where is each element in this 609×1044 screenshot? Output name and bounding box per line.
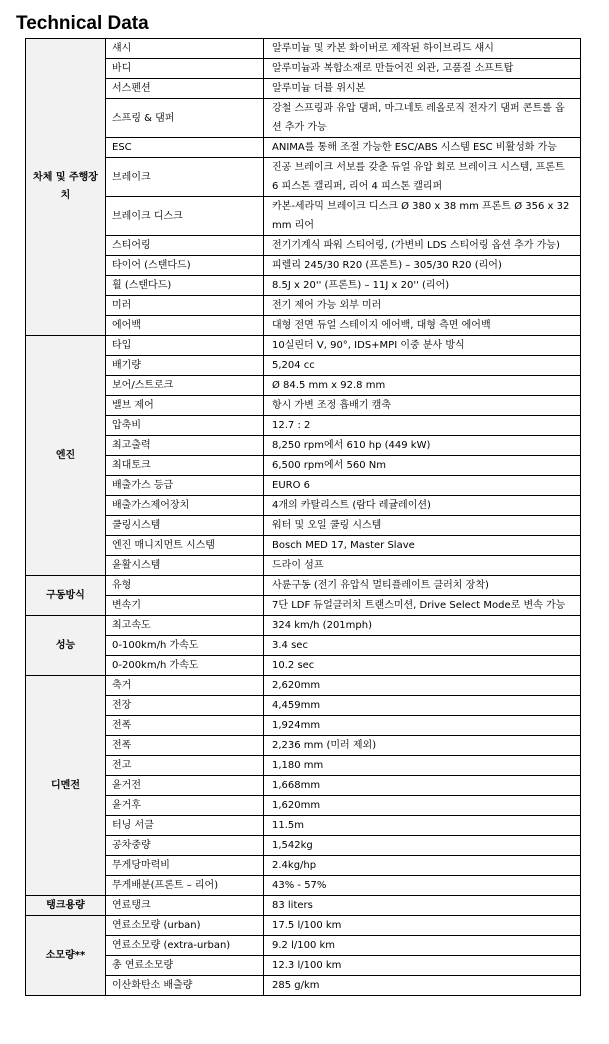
spec-item-value: 워터 및 오일 쿨링 시스템 [264,516,581,536]
spec-item-label: 스프링 & 댐퍼 [106,99,264,138]
table-row [26,696,581,716]
spec-item-label: 0-100km/h 가속도 [106,636,264,656]
spec-item-value: 1,620mm [264,796,581,816]
spec-item-label: 최고출력 [106,436,264,456]
spec-item-value: 2,236 mm (미러 제외) [264,736,581,756]
table-row [26,59,581,79]
spec-item-value: 알루미늄 및 카본 화이버로 제작된 하이브리드 섀시 [264,39,581,59]
spec-item-value: 4개의 카탈리스트 (람다 레귤레이션) [264,496,581,516]
table-row [26,376,581,396]
spec-item-label: 서스펜션 [106,79,264,99]
table-row [26,616,581,636]
spec-item-value: 10.2 sec [264,656,581,676]
spec-item-label: 배출가스 등급 [106,476,264,496]
spec-item-label: 최고속도 [106,616,264,636]
spec-item-label: 타이어 (스탠다드) [106,256,264,276]
spec-item-value: 7단 LDF 듀얼클러치 트랜스미션, Drive Select Mode로 변속 가능 [264,596,581,616]
spec-item-value: 알루미늄과 복합소재로 만들어진 외관, 고품질 소프트탑 [264,59,581,79]
table-row [26,776,581,796]
spec-item-label: 압축비 [106,416,264,436]
table-row [26,99,581,138]
table-row [26,416,581,436]
spec-item-value: 6,500 rpm에서 560 Nm [264,456,581,476]
spec-item-value: 2.4kg/hp [264,856,581,876]
table-row [26,596,581,616]
spec-item-label: 섀시 [106,39,264,59]
section-category: 구동방식 [26,576,106,616]
spec-item-value: 4,459mm [264,696,581,716]
spec-item-label: 미러 [106,296,264,316]
spec-item-label: 윤거전 [106,776,264,796]
table-row [26,796,581,816]
table-row [26,39,581,59]
spec-item-value: 83 liters [264,896,581,916]
spec-item-value: 강철 스프링과 유압 댐퍼, 마그네토 레올로직 전자기 댐퍼 콘트롤 옵션 추가 가능 [264,99,581,138]
spec-item-label: 타입 [106,336,264,356]
table-row [26,676,581,696]
table-row [26,316,581,336]
spec-item-value: 1,924mm [264,716,581,736]
spec-item-value: 알루미늄 더블 위시본 [264,79,581,99]
spec-item-value: 1,668mm [264,776,581,796]
spec-item-label: 전폭 [106,716,264,736]
page-title: Technical Data [16,13,149,34]
spec-item-label: 전고 [106,756,264,776]
spec-item-value: 5,204 cc [264,356,581,376]
table-row [26,456,581,476]
spec-item-label: 쿨링시스템 [106,516,264,536]
spec-item-label: 연료소모량 (extra-urban) [106,936,264,956]
spec-item-label: 윤거후 [106,796,264,816]
table-row [26,476,581,496]
spec-item-value: 43% - 57% [264,876,581,896]
table-row [26,956,581,976]
table-row [26,836,581,856]
spec-item-value: 1,180 mm [264,756,581,776]
section-category: 차체 및 주행장치 [26,39,106,336]
table-row [26,158,581,197]
spec-item-label: ESC [106,138,264,158]
spec-item-value: 324 km/h (201mph) [264,616,581,636]
spec-item-value: 11.5m [264,816,581,836]
spec-item-value: 카본-세라믹 브레이크 디스크 Ø 380 x 38 mm 프론트 Ø 356 x 32 mm 리어 [264,197,581,236]
spec-item-label: 총 연료소모량 [106,956,264,976]
spec-item-value: 사륜구동 (전기 유압식 멀티플레이트 클러치 장착) [264,576,581,596]
table-row [26,936,581,956]
table-row [26,636,581,656]
spec-item-value: 대형 전면 듀얼 스테이지 에어백, 대형 측면 에어백 [264,316,581,336]
spec-item-value: 전기 제어 가능 외부 미러 [264,296,581,316]
spec-item-value: Bosch MED 17, Master Slave [264,536,581,556]
spec-item-value: 12.7 : 2 [264,416,581,436]
spec-item-value: EURO 6 [264,476,581,496]
spec-item-value: 8.5J x 20'' (프론트) – 11J x 20'' (리어) [264,276,581,296]
spec-item-label: 축거 [106,676,264,696]
spec-item-label: 보어/스트로크 [106,376,264,396]
technical-data-body [26,39,581,996]
spec-item-label: 브레이크 [106,158,264,197]
spec-item-label: 무게배분(프론트 – 리어) [106,876,264,896]
section-category: 엔진 [26,336,106,576]
section-category: 디멘전 [26,676,106,896]
table-row [26,296,581,316]
spec-item-label: 이산화탄소 배출량 [106,976,264,996]
spec-item-value: 3.4 sec [264,636,581,656]
table-row [26,556,581,576]
spec-item-label: 연료탱크 [106,896,264,916]
table-row [26,197,581,236]
spec-item-value: 10실린더 V, 90°, IDS+MPI 이중 분사 방식 [264,336,581,356]
table-row [26,276,581,296]
spec-item-value: 8,250 rpm에서 610 hp (449 kW) [264,436,581,456]
spec-item-label: 전폭 [106,736,264,756]
table-row [26,256,581,276]
spec-item-label: 연료소모량 (urban) [106,916,264,936]
spec-item-label: 윤활시스템 [106,556,264,576]
spec-item-value: Ø 84.5 mm x 92.8 mm [264,376,581,396]
table-row [26,576,581,596]
spec-item-label: 브레이크 디스크 [106,197,264,236]
spec-item-value: 2,620mm [264,676,581,696]
spec-item-label: 변속기 [106,596,264,616]
table-row [26,79,581,99]
table-row [26,236,581,256]
table-row [26,916,581,936]
spec-item-value: 12.3 l/100 km [264,956,581,976]
spec-item-value: 드라이 섬프 [264,556,581,576]
spec-item-label: 에어백 [106,316,264,336]
spec-item-label: 배출가스제어장치 [106,496,264,516]
spec-item-label: 배기량 [106,356,264,376]
spec-item-label: 유형 [106,576,264,596]
table-row [26,896,581,916]
table-row [26,856,581,876]
spec-item-label: 0-200km/h 가속도 [106,656,264,676]
table-row [26,138,581,158]
table-row [26,436,581,456]
technical-data-table [25,38,581,996]
spec-item-label: 엔진 매니지먼트 시스템 [106,536,264,556]
spec-item-value: 항시 가변 조정 흡배기 캠축 [264,396,581,416]
spec-item-value: 285 g/km [264,976,581,996]
spec-item-label: 밸브 제어 [106,396,264,416]
spec-item-value: 17.5 l/100 km [264,916,581,936]
spec-item-value: 피렐리 245/30 R20 (프론트) – 305/30 R20 (리어) [264,256,581,276]
section-category: 탱크용량 [26,896,106,916]
spec-item-label: 전장 [106,696,264,716]
table-row [26,976,581,996]
table-row [26,816,581,836]
table-row [26,716,581,736]
section-category: 성능 [26,616,106,676]
spec-item-label: 최대토크 [106,456,264,476]
table-row [26,736,581,756]
table-row [26,536,581,556]
spec-item-label: 무게당마력비 [106,856,264,876]
spec-item-value: 9.2 l/100 km [264,936,581,956]
spec-item-label: 스티어링 [106,236,264,256]
table-row [26,356,581,376]
spec-item-value: 전기기계식 파워 스티어링, (가변비 LDS 스티어링 옵션 추가 가능) [264,236,581,256]
table-row [26,516,581,536]
section-category: 소모량** [26,916,106,996]
spec-item-value: 진공 브레이크 서보를 갖춘 듀얼 유압 회로 브레이크 시스템, 프론트 6 피스톤 캘리퍼, 리어 4 피스톤 캘리퍼 [264,158,581,197]
spec-item-label: 공차중량 [106,836,264,856]
table-row [26,656,581,676]
table-row [26,876,581,896]
spec-item-label: 터닝 서클 [106,816,264,836]
table-row [26,396,581,416]
table-row [26,496,581,516]
table-row [26,756,581,776]
spec-item-value: ANIMA를 통해 조절 가능한 ESC/ABS 시스템 ESC 비활성화 가능 [264,138,581,158]
table-row [26,336,581,356]
spec-item-label: 휠 (스탠다드) [106,276,264,296]
spec-item-value: 1,542kg [264,836,581,856]
spec-item-label: 바디 [106,59,264,79]
